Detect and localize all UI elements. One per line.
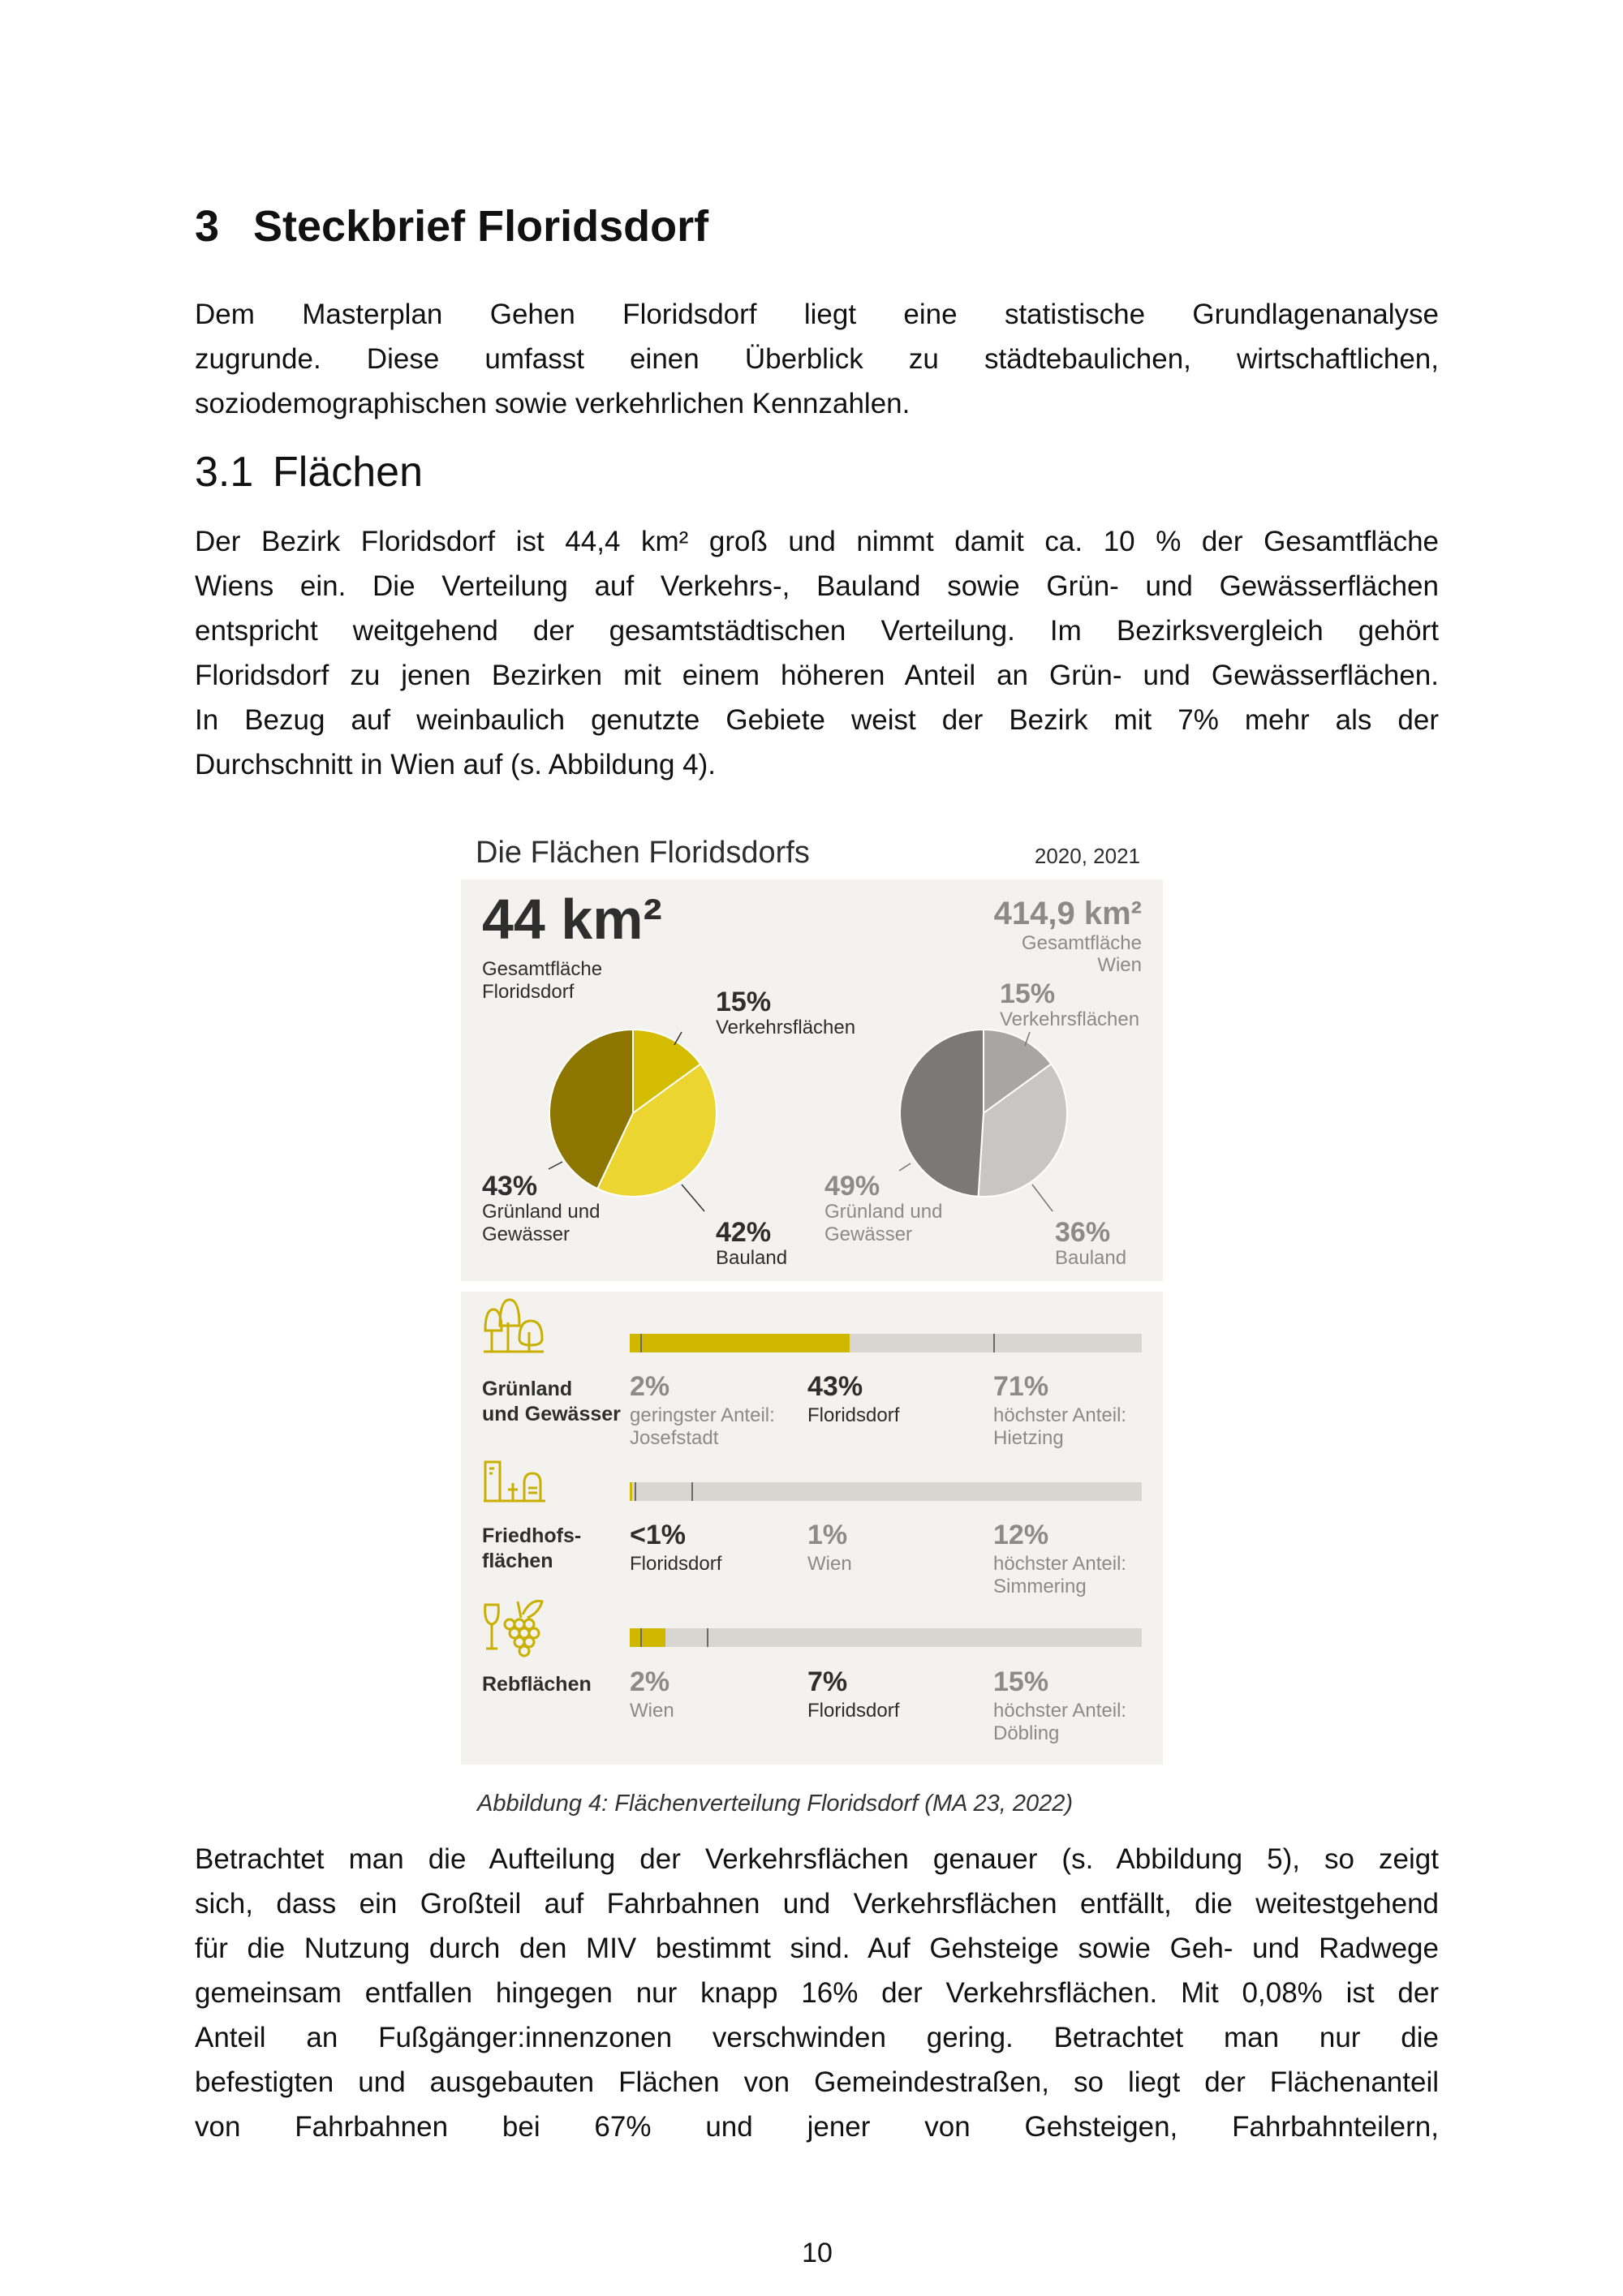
- pie-label-value: 15%: [1000, 978, 1056, 1009]
- figure-caption: Abbildung 4: Flächenverteilung Floridsdorf (MA 23, 2022): [477, 1791, 1073, 1817]
- bar-reb: [630, 1628, 1142, 1647]
- row-value: 1%: [807, 1520, 848, 1550]
- text-line: zugrunde. Diese umfasst einen Überblick zu städtebaulichen, wirtschaftlichen,: [195, 343, 1439, 375]
- text-line: Anteil an Fußgänger:innenzonen verschwinden gering. Betrachtet man nur die: [195, 2022, 1439, 2053]
- subsection-heading: [195, 448, 423, 497]
- pie-leader-line: [682, 1185, 704, 1211]
- row-value: 2%: [630, 1371, 670, 1402]
- bar-marker: [707, 1628, 708, 1647]
- page-number: 10: [802, 2238, 833, 2268]
- row-value-description: Floridsdorf: [807, 1404, 900, 1426]
- bar-marker: [993, 1334, 995, 1352]
- pie-leader-line: [899, 1163, 911, 1171]
- bar-friedhof: [630, 1482, 1142, 1501]
- row-value: 12%: [993, 1520, 1049, 1550]
- floridsdorf-area-label: Floridsdorf: [482, 981, 575, 1003]
- row-value-description: höchster Anteil:: [993, 1700, 1127, 1722]
- wien-area-label: Wien: [1097, 954, 1142, 976]
- bar-marker: [691, 1482, 693, 1501]
- figure-title: Die Flächen Floridsdorfs: [476, 836, 810, 870]
- row-label: Friedhofs-: [482, 1524, 582, 1547]
- row-value: 43%: [807, 1371, 863, 1402]
- pie-label-value: 36%: [1055, 1217, 1111, 1248]
- text-line: In Bezug auf weinbaulich genutzte Gebiete weist der Bezirk mit 7% mehr als der: [195, 704, 1439, 736]
- wien-area: 414,9 km²: [993, 896, 1142, 931]
- text-line: Floridsdorf zu jenen Bezirken mit einem höheren Anteil an Grün- und Gewässerflächen.: [195, 660, 1439, 691]
- trees-icon: [482, 1298, 547, 1355]
- row-value-description: Josefstadt: [630, 1427, 719, 1449]
- section-title: Steckbrief Floridsdorf: [253, 202, 709, 251]
- bar-marker: [640, 1628, 642, 1647]
- row-value-description: Floridsdorf: [807, 1700, 900, 1722]
- row-label: Rebflächen: [482, 1673, 592, 1696]
- pie-label-value: 49%: [824, 1171, 880, 1202]
- text-line: Der Bezirk Floridsdorf ist 44,4 km² groß und nimmt damit ca. 10 % der Gesamtfläche: [195, 526, 1439, 557]
- text-line: soziodemographischen sowie verkehrlichen Kennzahlen.: [195, 388, 911, 419]
- row-value: 71%: [993, 1371, 1049, 1402]
- row-value-description: Döbling: [993, 1722, 1060, 1744]
- row-value: 15%: [993, 1666, 1049, 1697]
- pie-leader-line: [549, 1162, 562, 1169]
- pie-label-name: Bauland: [716, 1247, 788, 1269]
- bar-fill: [630, 1482, 632, 1501]
- subsection-number: 3.1: [195, 449, 254, 496]
- pie-label-name: Verkehrsflächen: [716, 1017, 856, 1038]
- text-line: gemeinsam entfallen hingegen nur knapp 16% der Verkehrsflächen. Mit 0,08% ist der: [195, 1977, 1439, 2009]
- pie-label-name: Bauland: [1055, 1247, 1127, 1269]
- floridsdorf-area: 44 km²: [482, 888, 662, 951]
- wien-area-label: Gesamtfläche: [1021, 932, 1142, 954]
- pie-leader-line: [1032, 1185, 1053, 1211]
- row-value-description: Hietzing: [993, 1427, 1064, 1449]
- floridsdorf-area-label: Gesamtfläche: [482, 958, 603, 980]
- row-label: flächen: [482, 1550, 553, 1572]
- traffic-paragraph: [195, 1837, 1439, 2149]
- infographic-figure: [454, 819, 1173, 1769]
- cemetery-icon: [482, 1460, 547, 1503]
- row-value-description: höchster Anteil:: [993, 1404, 1127, 1426]
- pie-label-value: 43%: [482, 1171, 538, 1202]
- figure-years: 2020, 2021: [1034, 844, 1140, 868]
- row-value-description: Simmering: [993, 1576, 1087, 1597]
- pie-label-name: Grünland und: [482, 1201, 601, 1223]
- subsection-title: Flächen: [273, 449, 423, 496]
- text-line: Betrachtet man die Aufteilung der Verkehrsflächen genauer (s. Abbildung 5), so zeigt: [195, 1843, 1439, 1875]
- intro-paragraph: [195, 292, 1439, 426]
- bar-fill: [630, 1334, 850, 1352]
- bar-marker: [635, 1482, 636, 1501]
- row-value-description: höchster Anteil:: [993, 1553, 1127, 1575]
- row-value: 7%: [807, 1666, 848, 1697]
- pie-label-name: Grünland und: [824, 1201, 943, 1223]
- text-line: Durchschnitt in Wien auf (s. Abbildung 4).: [195, 749, 716, 780]
- row-value-description: Floridsdorf: [630, 1553, 722, 1575]
- text-line: Dem Masterplan Gehen Floridsdorf liegt eine statistische Grundlagenanalyse: [195, 299, 1439, 330]
- text-line: befestigten und ausgebauten Flächen von Gemeindestraßen, so liegt der Flächenanteil: [195, 2066, 1439, 2098]
- bar-gruenland: [630, 1334, 1142, 1352]
- row-value-description: geringster Anteil:: [630, 1404, 775, 1426]
- bar-fill: [630, 1628, 665, 1647]
- section-number: 3: [195, 202, 220, 251]
- pie-label-name: Verkehrsflächen: [1000, 1008, 1140, 1030]
- pie-label-name: Gewässer: [482, 1223, 570, 1245]
- text-line: Wiens ein. Die Verteilung auf Verkehrs-, Bauland sowie Grün- und Gewässerflächen: [195, 570, 1439, 602]
- pie-slice: [900, 1030, 984, 1197]
- wine-grapes-icon: [482, 1597, 547, 1663]
- bar-marker: [640, 1334, 642, 1352]
- text-line: von Fahrbahnen bei 67% und jener von Gehsteigen, Fahrbahnteilern,: [195, 2111, 1439, 2143]
- pie-label-name: Gewässer: [824, 1223, 913, 1245]
- row-label: Grünland: [482, 1378, 573, 1400]
- area-paragraph: [195, 519, 1439, 787]
- text-line: für die Nutzung durch den MIV bestimmt sind. Auf Gehsteige sowie Geh- und Radwege: [195, 1933, 1439, 1964]
- row-label: und Gewässer: [482, 1403, 621, 1425]
- pie-label-value: 15%: [716, 987, 772, 1017]
- pie-label-value: 42%: [716, 1217, 772, 1248]
- row-value-description: Wien: [630, 1700, 674, 1722]
- text-line: sich, dass ein Großteil auf Fahrbahnen und Verkehrsflächen entfällt, die weitestgehend: [195, 1888, 1439, 1920]
- row-value: 2%: [630, 1666, 670, 1697]
- row-value-description: Wien: [807, 1553, 852, 1575]
- text-line: entspricht weitgehend der gesamtstädtischen Verteilung. Im Bezirksvergleich gehört: [195, 615, 1439, 647]
- row-value: <1%: [630, 1520, 686, 1550]
